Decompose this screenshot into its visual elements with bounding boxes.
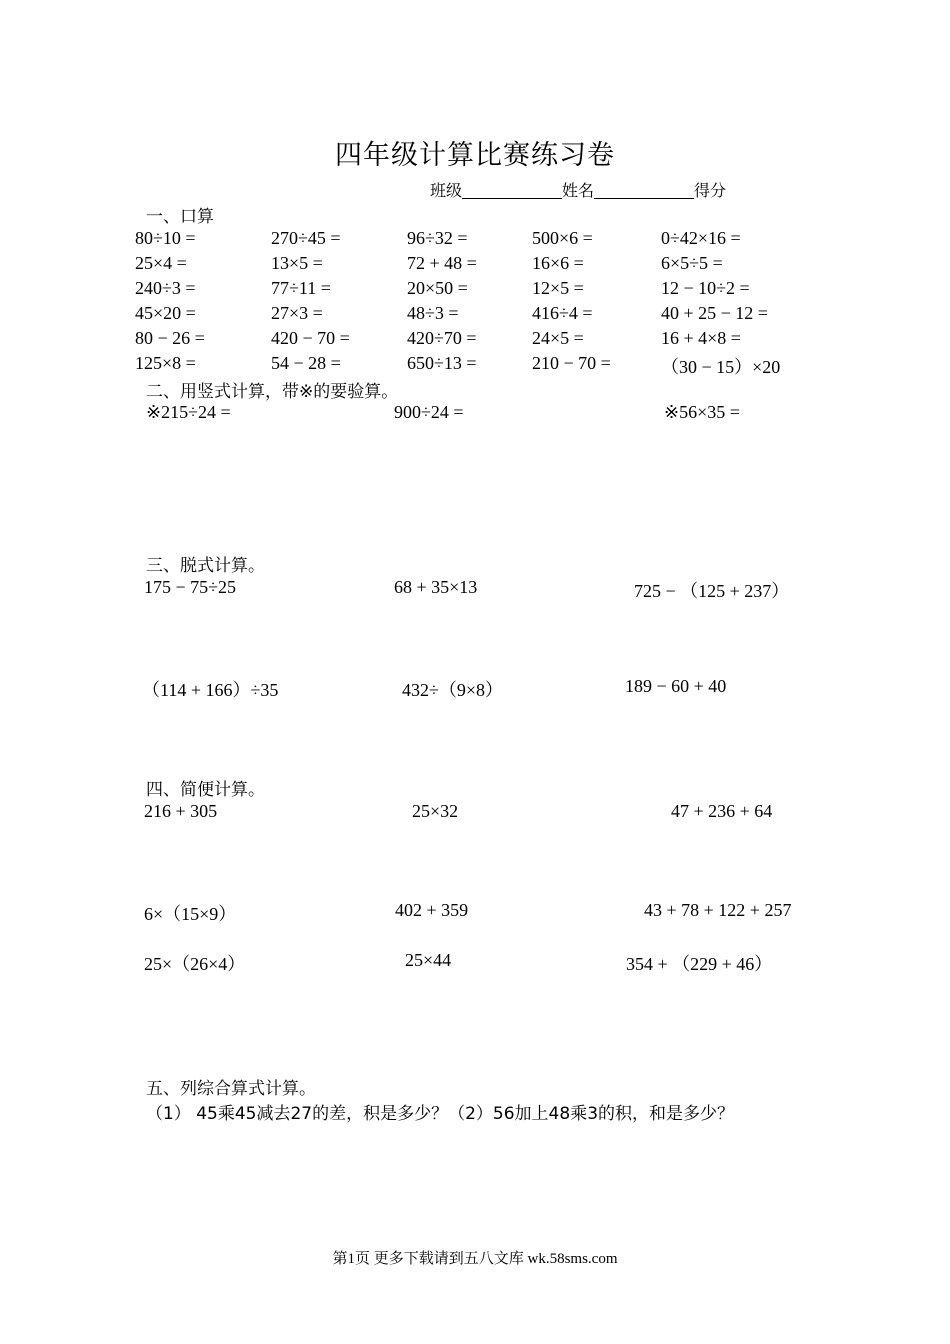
vertical-item: ※56×35 = [664,402,740,422]
student-info-line [430,178,726,201]
oral-item: 27×3 = [271,303,323,323]
oral-item: 54 − 28 = [271,353,341,373]
oral-item: 48÷3 = [407,303,459,323]
name-blank[interactable] [594,182,694,199]
oral-item: 0÷42×16 = [661,228,741,248]
oral-item: 650÷13 = [407,353,477,373]
simple-item: 216 + 305 [144,801,218,821]
simple-item: 402 + 359 [395,900,469,920]
class-blank[interactable] [462,182,562,199]
step-item: 175 − 75÷25 [144,577,237,597]
simple-item: 25×（26×4） [144,954,246,974]
simple-item: 354 + （229 + 46） [626,954,773,974]
oral-item: 96÷32 = [407,228,468,248]
class-label: 班级 [430,183,463,200]
oral-item: 420 − 70 = [271,328,350,348]
oral-item: 270÷45 = [271,228,341,248]
page-title: 四年级计算比赛练习卷 [335,140,615,171]
section-4-heading: 四、简便计算。 [146,780,265,800]
oral-item: 13×5 = [271,253,323,273]
oral-item: 20×50 = [407,278,468,298]
score-label: 得分 [694,183,727,200]
step-item: 68 + 35×13 [394,577,478,597]
oral-item: 210 − 70 = [532,353,611,373]
vertical-item: ※215÷24 = [146,402,231,422]
oral-item: 72 + 48 = [407,253,477,273]
step-item: 432÷（9×8） [402,680,504,700]
step-item: （114 + 166）÷35 [142,680,279,700]
section-3-heading: 三、脱式计算。 [146,556,265,576]
section-5-heading: 五、列综合算式计算。 [146,1079,316,1099]
oral-item: 500×6 = [532,228,593,248]
simple-item: 6×（15×9） [144,904,237,924]
simple-item: 25×32 [412,801,459,821]
oral-item: 77÷11 = [271,278,331,298]
page-footer: 第1页 更多下载请到五八文库 wk.58sms.com [332,1251,618,1267]
oral-item: 16 + 4×8 = [661,328,741,348]
oral-item: 416÷4 = [532,303,593,323]
step-item: 725 − （125 + 237） [634,581,790,601]
name-label: 姓名 [562,183,595,200]
simple-item: 43 + 78 + 122 + 257 [644,900,792,920]
oral-item: 25×4 = [135,253,187,273]
oral-item: 24×5 = [532,328,584,348]
oral-item: 6×5÷5 = [661,253,723,273]
simple-item: 25×44 [405,950,452,970]
step-item: 189 − 60 + 40 [625,676,727,696]
vertical-item: 900÷24 = [394,402,464,422]
oral-item: 80÷10 = [135,228,196,248]
oral-item: 16×6 = [532,253,584,273]
oral-item: 40 + 25 − 12 = [661,303,768,323]
oral-item: 420÷70 = [407,328,477,348]
oral-item: 240÷3 = [135,278,196,298]
section-2-heading: 二、用竖式计算，带※的要验算。 [146,382,399,402]
oral-item: 125×8 = [135,353,196,373]
oral-item: （30 − 15）×20 [661,357,781,377]
oral-item: 12 − 10÷2 = [661,278,750,298]
oral-item: 45×20 = [135,303,196,323]
section-1-heading: 一、口算 [146,207,214,227]
oral-item: 80 − 26 = [135,328,205,348]
simple-item: 47 + 236 + 64 [671,801,773,821]
oral-item: 12×5 = [532,278,584,298]
word-problems: （1） 45乘45减去27的差，积是多少？（2）56加上48乘3的积，和是多少？ [146,1104,735,1124]
